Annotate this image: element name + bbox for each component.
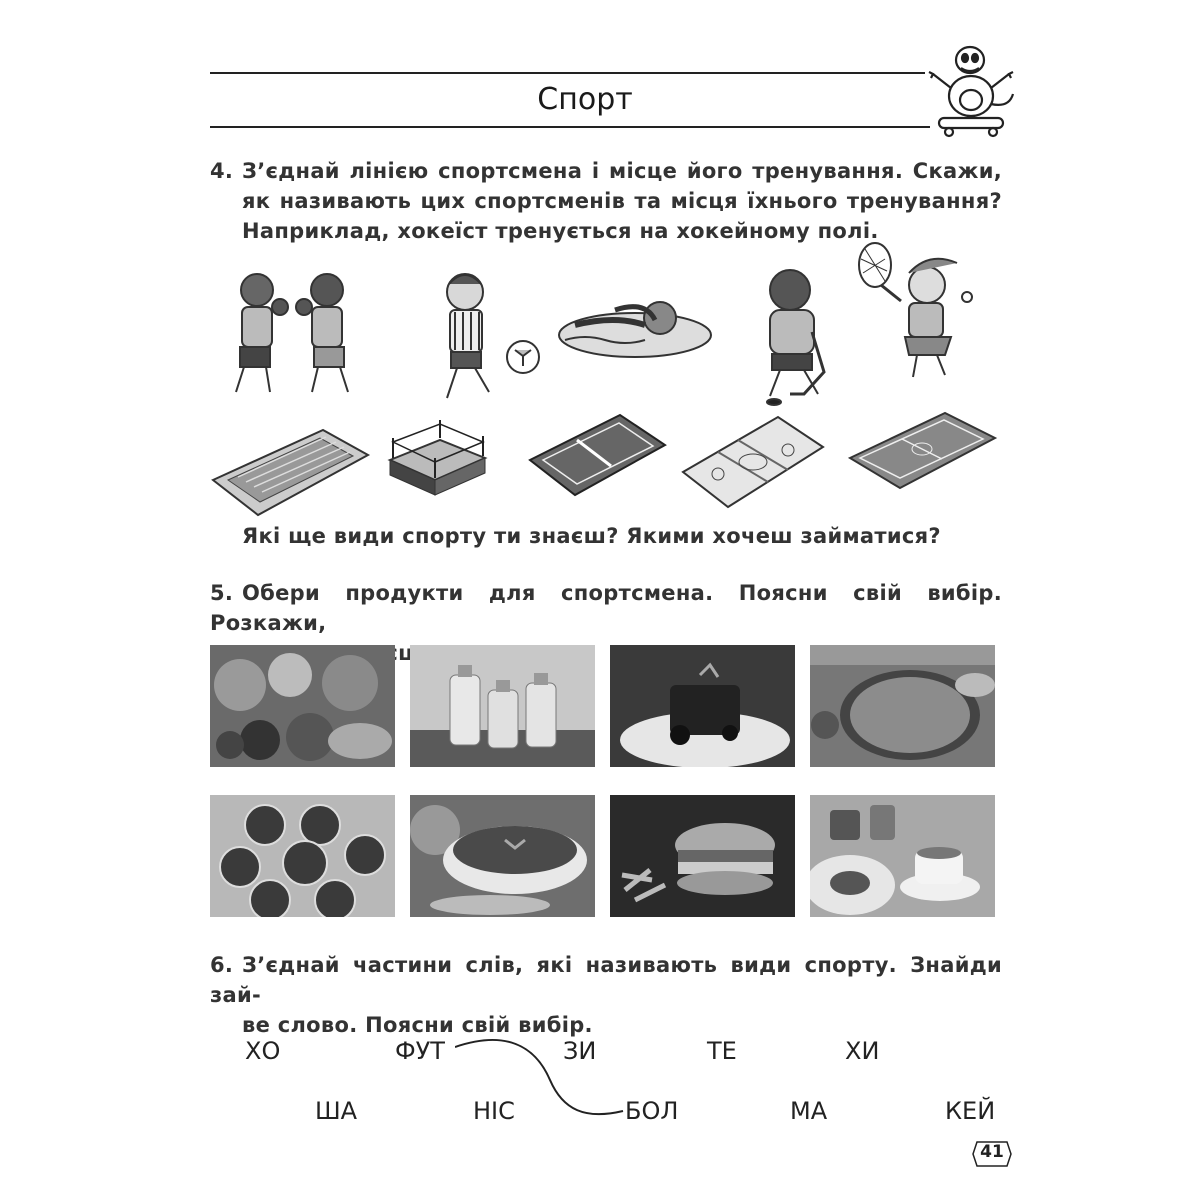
photo-burger-fries	[610, 795, 795, 917]
soccer-player-icon	[405, 262, 565, 412]
boxers-icon	[212, 255, 372, 405]
tennis-court-icon	[525, 410, 670, 500]
task-4-question	[242, 521, 1002, 551]
page-number: 41	[980, 1142, 1004, 1162]
task-6-text	[210, 950, 1002, 1040]
football-field-icon	[845, 408, 1000, 498]
syllable-top-5[interactable]: ХИ	[845, 1037, 880, 1065]
boxing-ring-icon	[385, 420, 490, 505]
photo-chocolate-cake	[610, 645, 795, 767]
syllable-top-1[interactable]: ХО	[245, 1037, 281, 1065]
header-rule-bottom	[210, 126, 930, 128]
task-4-line-3: Наприклад, хокеїст тренується на хокейному полі.	[242, 219, 879, 243]
connecting-line	[455, 1035, 625, 1125]
page-title: Спорт	[537, 82, 633, 117]
photo-buckwheat	[810, 645, 995, 767]
task-6-line-2: ве слово. Поясни свій вибір.	[242, 1013, 593, 1037]
tennis-player-icon	[845, 235, 1005, 385]
task-4-line-1: З’єднай лінією спортсмена і місце його тренування. Скажи,	[242, 159, 1002, 183]
swimmer-icon	[555, 270, 715, 420]
task-5-line-1: Обери продукти для спортсмена. Поясни свій вибір. Розкажи,	[210, 581, 1002, 635]
task-5-number: 5.	[210, 581, 234, 605]
syllable-top-2[interactable]: ФУТ	[395, 1037, 445, 1065]
syllable-bottom-1[interactable]: ША	[315, 1097, 358, 1125]
task-6-line-1: З’єднай частини слів, які називають види спорту. Знайди зай-	[210, 953, 1002, 1007]
photo-vegetables	[210, 645, 395, 767]
ice-rink-icon	[678, 412, 828, 512]
syllable-top-4[interactable]: ТЕ	[707, 1037, 737, 1065]
task-4-line-2: як називають цих спортсменів та місця їхнього тренування?	[242, 189, 1002, 213]
syllable-top-3[interactable]: ЗИ	[563, 1037, 597, 1065]
photo-soda-cans	[210, 795, 395, 917]
photo-breakfast	[810, 795, 995, 917]
mascot-icon	[925, 38, 1020, 138]
photo-water-bottles	[410, 645, 595, 767]
task-6-number: 6.	[210, 953, 234, 977]
header-rule-top	[210, 72, 925, 74]
syllable-bottom-2[interactable]: НІС	[473, 1097, 515, 1125]
syllable-bottom-3[interactable]: БОЛ	[625, 1097, 679, 1125]
photo-soup	[410, 795, 595, 917]
task-4-number: 4.	[210, 159, 234, 183]
task-4-question-text: Які ще види спорту ти знаєш? Якими хочеш займатися?	[242, 524, 941, 548]
syllable-bottom-5[interactable]: КЕЙ	[945, 1097, 996, 1125]
syllable-bottom-4[interactable]: МА	[790, 1097, 828, 1125]
task-4-text	[210, 156, 1002, 246]
